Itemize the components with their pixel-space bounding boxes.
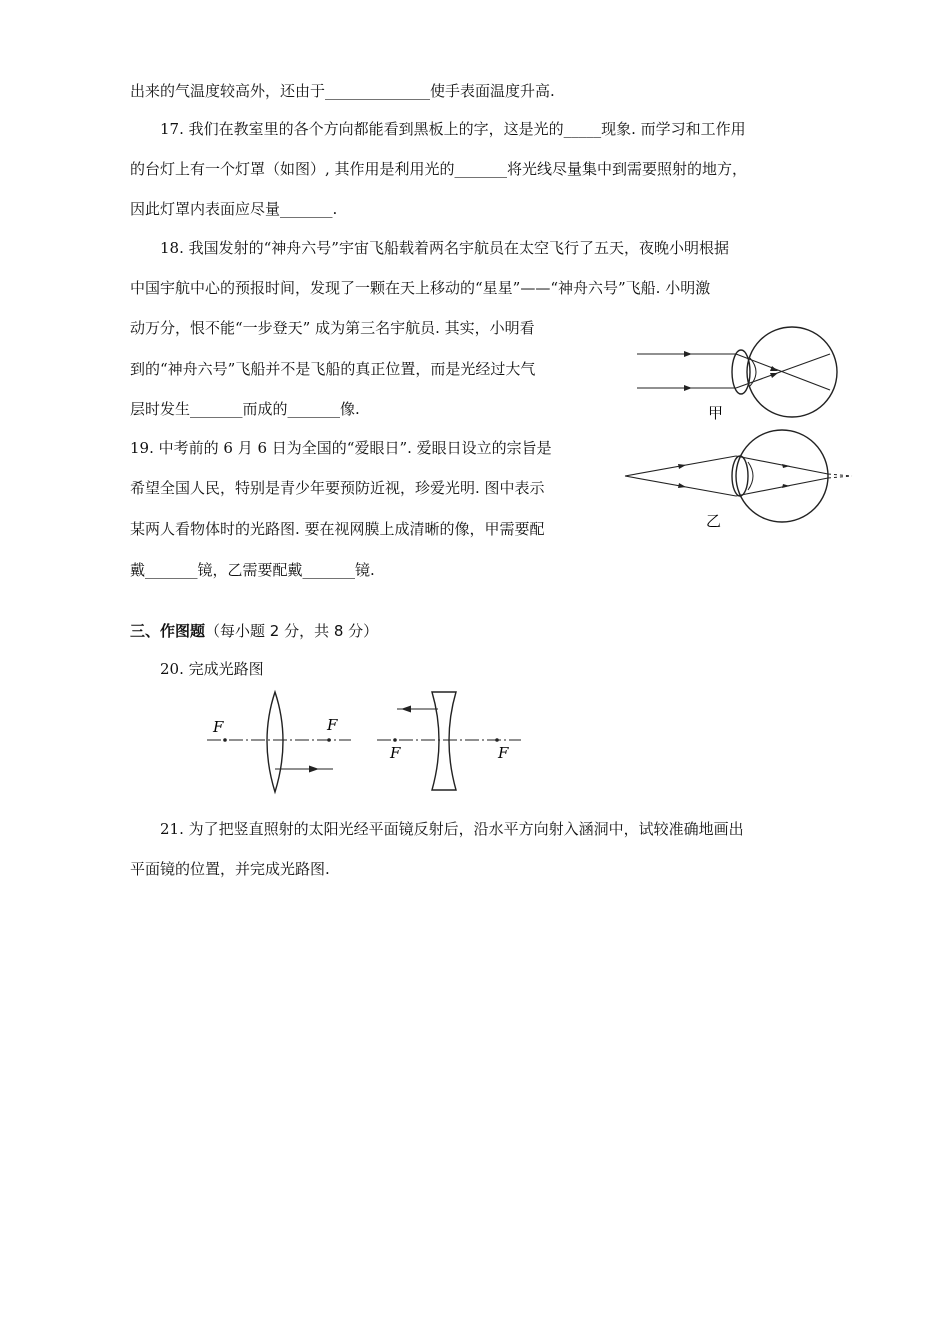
section-3-heading (130, 620, 378, 642)
concave-focus-left-label: F (390, 744, 401, 762)
question-18-line-2: 中国宇航中心的预报时间，发现了一颗在天上移动的“星星”——“神舟六号”飞船. 小明激 (130, 279, 711, 297)
question-18-line-5: 层时发生_______而成的_______像. (130, 400, 360, 418)
question-21-line-2: 平面镜的位置，并完成光路图. (130, 860, 330, 878)
text-line: 出来的气温度较高外，还由于______________使手表面温度升高. (130, 82, 555, 100)
question-19-line-2: 希望全国人民，特别是青少年要预防近视，珍爱光明. 图中表示 (130, 479, 545, 497)
eye-a-label: 甲 (708, 404, 724, 422)
concave-focus-right-label: F (498, 744, 509, 762)
question-19-line-1: 19. 中考前的 6 月 6 日为全国的“爱眼日”. 爱眼日设立的宗旨是 (130, 439, 552, 457)
convex-focus-left-label: F (213, 718, 224, 736)
question-19-line-3: 某两人看物体时的光路图. 要在视网膜上成清晰的像，甲需要配 (130, 520, 545, 538)
section-3-note: （每小题 2 分，共 8 分） (205, 622, 379, 640)
question-18-line-3: 动万分，恨不能“一步登天” 成为第三名宇航员. 其实，小明看 (130, 319, 535, 337)
question-17-line-1: 17. 我们在教室里的各个方向都能看到黑板上的字，这是光的_____现象. 而学习和工作用 (160, 120, 746, 138)
eye-diagram-a (632, 318, 872, 428)
question-21-line-1: 21. 为了把竖直照射的太阳光经平面镜反射后，沿水平方向射入涵洞中，试较准确地画出 (160, 820, 744, 838)
eye-diagram-b (622, 428, 872, 543)
section-3-title: 三、作图题 (130, 622, 206, 640)
question-17-line-2: 的台灯上有一个灯罩（如图）, 其作用是利用光的_______将光线尽量集中到需要照射的地方， (130, 160, 748, 178)
question-17-line-3: 因此灯罩内表面应尽量_______. (130, 200, 338, 218)
eye-b-label: 乙 (706, 512, 722, 530)
convex-lens-diagram (205, 688, 365, 798)
concave-lens-diagram (375, 688, 535, 798)
question-20: 20. 完成光路图 (160, 660, 264, 678)
convex-focus-right-label: F (327, 716, 338, 734)
question-18-line-4: 到的“神舟六号”飞船并不是飞船的真正位置，而是光经过大气 (130, 360, 536, 378)
question-19-line-4: 戴_______镜，乙需要配戴_______镜. (130, 561, 375, 579)
question-18-line-1: 18. 我国发射的“神舟六号”宇宙飞船载着两名宇航员在太空飞行了五天，夜晚小明根据 (160, 239, 729, 257)
